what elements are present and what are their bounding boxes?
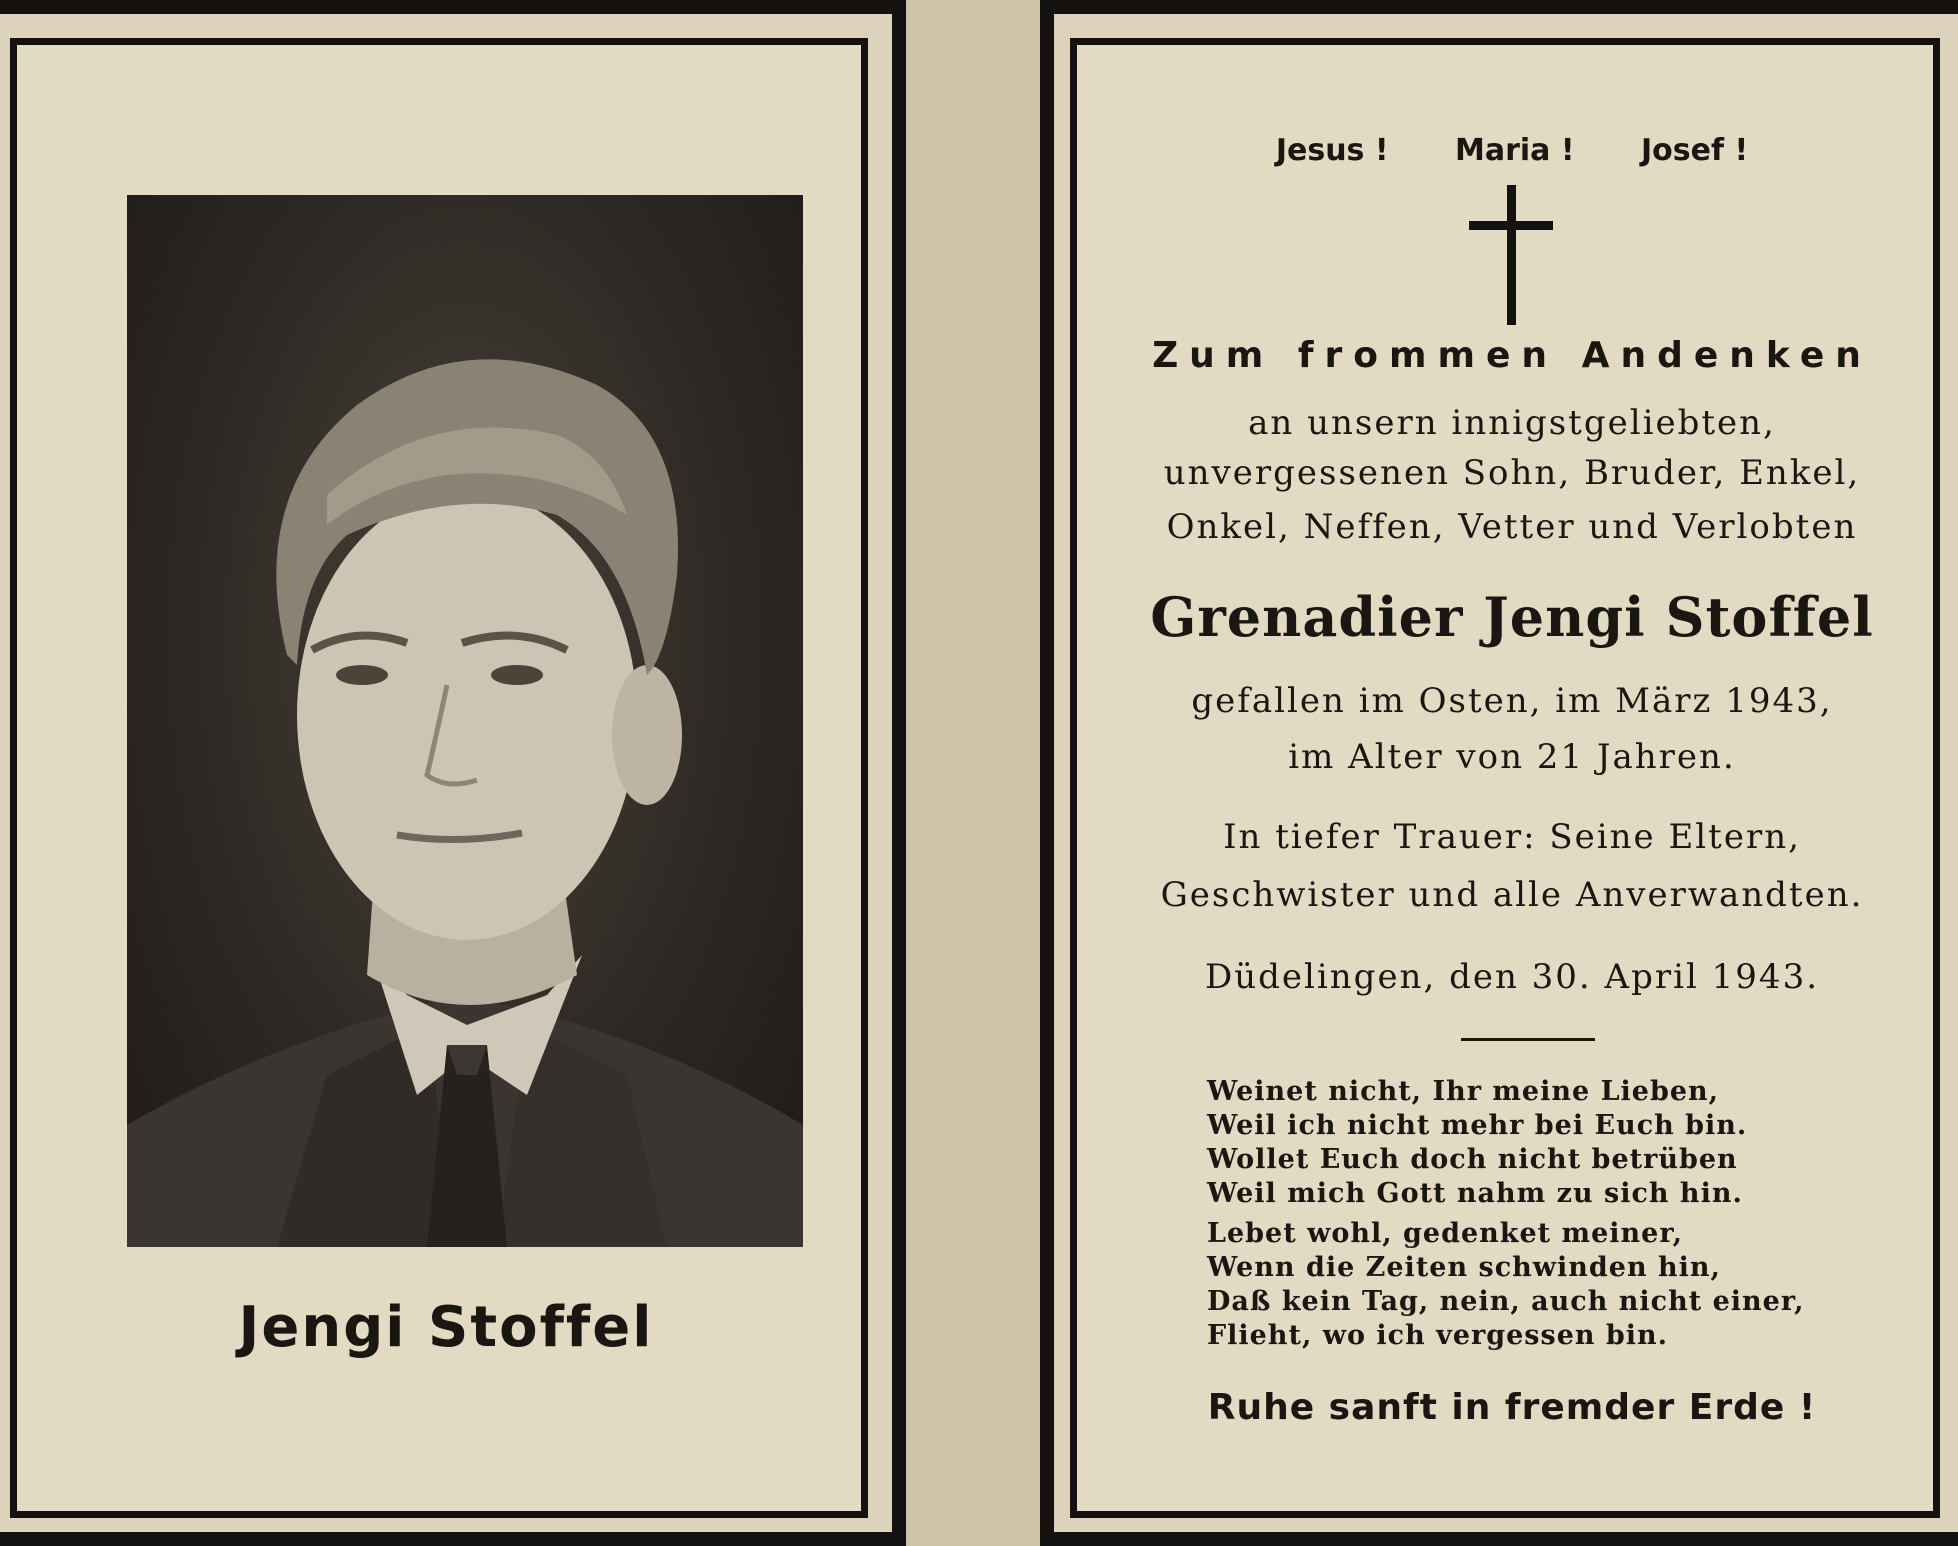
cross-icon [1469,185,1553,325]
fallen-line-2: im Alter von 21 Jahren. [1288,737,1736,777]
memorial-poem [1207,1075,1805,1353]
portrait-card-frame [10,38,868,1518]
poem-line: Weinet nicht, Ihr meine Lieben, [1207,1076,1720,1107]
memorial-heading: Zum frommen Andenken [1152,335,1872,376]
poem-line: Weil ich nicht mehr bei Euch bin. [1207,1110,1748,1141]
invocation-josef: Josef ! [1641,133,1749,168]
divider-rule [1461,1038,1595,1041]
poem-line: Weil mich Gott nahm zu sich hin. [1207,1178,1743,1209]
poem-line: Lebet wohl, gedenket meiner, [1207,1218,1684,1249]
mourning-line-1: In tiefer Trauer: Seine Eltern, [1223,817,1801,857]
card-spine [906,0,1040,1546]
closing-line: Ruhe sanft in fremder Erde ! [1207,1387,1817,1428]
memorial-text-card [1040,0,1958,1546]
poem-line: Flieht, wo ich vergessen bin. [1207,1320,1669,1351]
poem-line: Wollet Euch doch nicht betrüben [1207,1144,1738,1175]
poem-line: Daß kein Tag, nein, auch nicht einer, [1207,1286,1805,1317]
mourning-line-2: Geschwister und alle Anverwandten. [1160,875,1864,915]
portrait-card [0,0,906,1546]
deceased-name: Grenadier Jengi Stoffel [1150,585,1874,649]
dedication-line-3: Onkel, Neffen, Vetter und Verlobten [1166,507,1858,547]
portrait-photo [127,195,803,1247]
dedication-line-1: an unsern innigstgeliebten, [1248,403,1776,443]
portrait-caption: Jengi Stoffel [238,1295,654,1360]
memorial-text-frame [1070,38,1940,1518]
place-and-date: Düdelingen, den 30. April 1943. [1204,957,1820,997]
poem-line: Wenn die Zeiten schwinden hin, [1207,1252,1721,1283]
fallen-line-1: gefallen im Osten, im März 1943, [1191,681,1833,721]
dedication-line-2: unvergessenen Sohn, Bruder, Enkel, [1163,453,1861,493]
invocations [1077,133,1947,168]
invocation-maria: Maria ! [1455,133,1575,168]
invocation-jesus: Jesus ! [1275,133,1389,168]
